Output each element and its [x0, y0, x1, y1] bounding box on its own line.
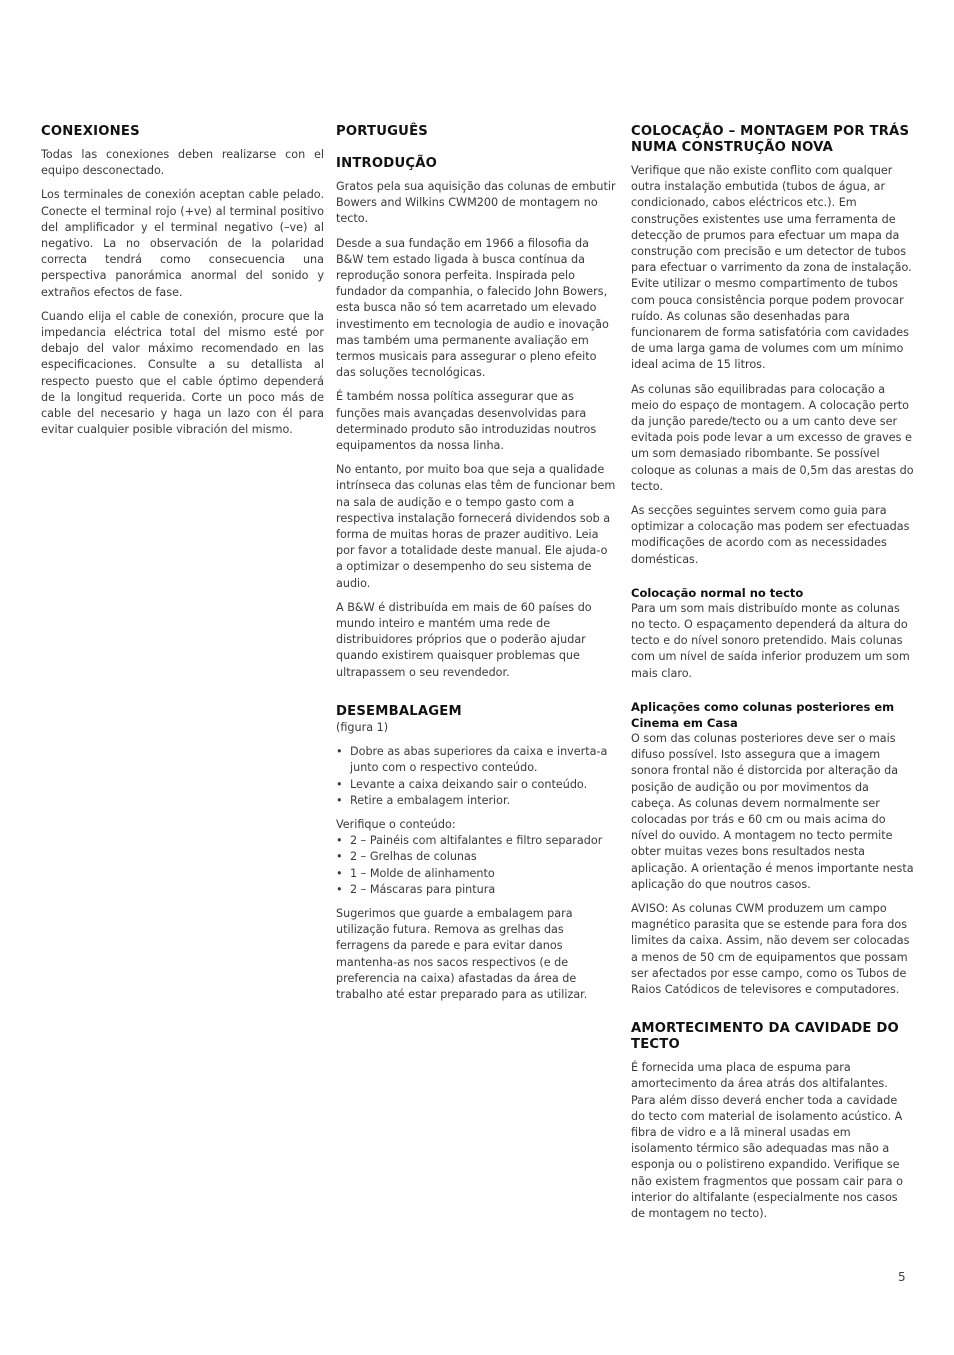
list-item: • 2 – Grelhas de colunas — [336, 849, 616, 865]
paragraph: Gratos pela sua aquisição das colunas de embutir Bowers and Wilkins CWM200 de montagem no tecto. — [336, 180, 616, 226]
page-number: 5 — [898, 1270, 906, 1284]
column-portuguese-intro — [336, 124, 616, 1011]
list-item: • Retire a embalagem interior. — [336, 793, 616, 809]
section-heading-desembalagem: DESEMBALAGEM — [336, 703, 462, 719]
paragraph: Sugerimos que guarde a embalagem para utilização futura. Remova as grelhas das ferragens da parede e para evitar danos mantenha-as nos sacos respectivos (e de preferencia na caixa) afastadas da área de trabalho até estar preparado para as utilizar. — [336, 906, 588, 1001]
list-item: • Dobre as abas superiores da caixa e inverta-a junto com o respectivo conteúdo. — [336, 744, 616, 776]
contents-list — [336, 833, 616, 898]
paragraph: Todas las conexiones deben realizarse con el equipo desconectado. — [41, 148, 324, 178]
paragraph: É fornecida uma placa de espuma para amortecimento da área atrás dos altifalantes. Para além disso deverá encher toda a cavidade do tecto com material de isolamento acústico. A fibra de vidro e a lã mineral usadas em isolamento térmico são adequadas mas não a esponja ou o polistireno expandido. Verifique se não existem fragmentos que possam cair para o interior do altifalante (especialmente nos casos de montagem no tecto). — [631, 1061, 903, 1220]
section-heading-colocacao: COLOCAÇÃO – MONTAGEM POR TRÁS NUMA CONSTRUÇÃO NOVA — [631, 124, 910, 155]
list-item: • 1 – Molde de alinhamento — [336, 866, 616, 882]
contents-label: Verifique o conteúdo: — [336, 817, 456, 831]
paragraph: Para um som mais distribuído monte as colunas no tecto. O espaçamento dependerá da altura do tecto e do nível sonoro pretendido. Mais colunas com um nível de saída inferior produzem um som mais claro. — [631, 601, 910, 680]
paragraph: Desde a sua fundação em 1966 a filosofia da B&W tem estado ligada à busca contínua da reprodução sonora perfeita. Inspirada pelo fundador da companhia, o falecido John Bowers, esta busca não só tem acarretado um elevado investimento em tecnologia de audio e inovação mas também uma permanente avaliação em termos musicais para assegurar o pleno efeito das soluções tecnológicas. — [336, 236, 609, 380]
warning-paragraph: AVISO: As colunas CWM produzem um campo magnético parasita que se estende para fora dos limites da caixa. Assim, não devem ser colocadas a menos de 50 cm de equipamentos que possam ser afectados por esse campo, como os Tubos de Raios Catódicos de televisores e computadores. — [631, 901, 910, 996]
list-item: • Levante a caixa deixando sair o conteúdo. — [336, 777, 616, 793]
unpack-steps-list — [336, 744, 616, 809]
language-heading: PORTUGUÊS — [336, 124, 428, 139]
section-heading-conexiones: CONEXIONES — [41, 124, 140, 139]
column-portuguese-placement — [631, 124, 914, 1230]
subheading-normal-ceiling: Colocação normal no tecto — [631, 585, 804, 600]
list-item: • 2 – Máscaras para pintura — [336, 882, 616, 898]
paragraph: A B&W é distribuída em mais de 60 países do mundo inteiro e mantém uma rede de distribuidores próprios que o poderão ajudar quando existirem quaisquer problemas que ultrapassem o seu revendedor. — [336, 600, 592, 679]
section-heading-introducao: INTRODUÇÃO — [336, 156, 438, 171]
column-spanish-connections — [41, 124, 324, 446]
list-item: • 2 – Painéis com altifalantes e filtro separador — [336, 833, 616, 849]
paragraph: Los terminales de conexión aceptan cable pelado. Conecte el terminal rojo (+ve) al terminal positivo del amplificador y el terminal negativo (–ve) al negativo. La no observación de la polaridad correcta tendrá como consecuencia una perspectiva panorámica anormal del sonido y extraños efectos de fase. — [41, 188, 324, 299]
section-heading-amortecimento: AMORTECIMENTO DA CAVIDADE DO TECTO — [631, 1021, 899, 1053]
paragraph: No entanto, por muito boa que seja a qualidade intrínseca das colunas elas têm de funcionar bem na sala de audição e o tempo gasto com a respectiva instalação fornecerá dividendos sob a forma de muitas horas de prazer auditivo. Leia por favor a totalidade deste manual. Ele ajuda-o a optimizar o desempenho do seu sistema de audio. — [336, 463, 616, 590]
paragraph: Verifique que não existe conflito com qualquer outra instalação embutida (tubos de água, ar condicionado, cabos eléctricos etc.). Em construções existentes use uma ferramenta de detecção de prumos para efectuar um mapa da construção com precisão e um detector de tubos para efectuar o varrimento da zona de instalação. Evite utilizar o mesmo compartimento de tubos com pouca consistência porque podem provocar ruído. As colunas são desenhadas para funcionarem de forma satisfatória com cavidades de uma larga gama de volumes com um mínimo ideal acima de 15 litros. — [631, 164, 912, 372]
paragraph: As colunas são equilibradas para colocação a meio do espaço de montagem. A colocação perto da junção parede/tecto ou a um canto deve ser evitada pois pode levar a um excesso de graves e um som demasiado ribombante. Se possível coloque as colunas a mais de 0,5m das arestas do tecto. — [631, 382, 914, 493]
paragraph: O som das colunas posteriores deve ser o mais difuso possível. Isto assegura que a imagem sonora frontal não é distorcida por alteração da posição de audição ou por movimentos da cabeça. As colunas devem normalmente ser colocadas por trás e 60 cm ou mais acima do nível do ouvido. A montagem no tecto permite obter muitas vezes bons resultados nesta aplicação. A orientação é menos importante nesta aplicação do que noutros casos. — [631, 731, 914, 891]
paragraph: É também nossa política assegurar que as funções mais avançadas desenvolvidas para determinado produto são introduzidas noutros equipamentos da nossa linha. — [336, 390, 597, 453]
paragraph: Cuando elija el cable de conexión, procure que la impedancia eléctrica total del mismo esté por debajo del valor máximo recomendado en las especificaciones. Consulte a su detallista al respecto puesto que el cable óptimo dependerá de la longitud requerida. Corte un poco más de cable del necesario y haga un lazo con él para evitar cualquier posible vibración del mismo. — [41, 309, 324, 437]
subheading-rear-home-cinema: Aplicações como colunas posteriores em Cinema em Casa — [631, 699, 895, 730]
figure-reference: (figura 1) — [336, 720, 389, 734]
paragraph: As secções seguintes servem como guia para optimizar a colocação mas podem ser efectuadas modificações de acordo com as necessidades domésticas. — [631, 504, 910, 566]
